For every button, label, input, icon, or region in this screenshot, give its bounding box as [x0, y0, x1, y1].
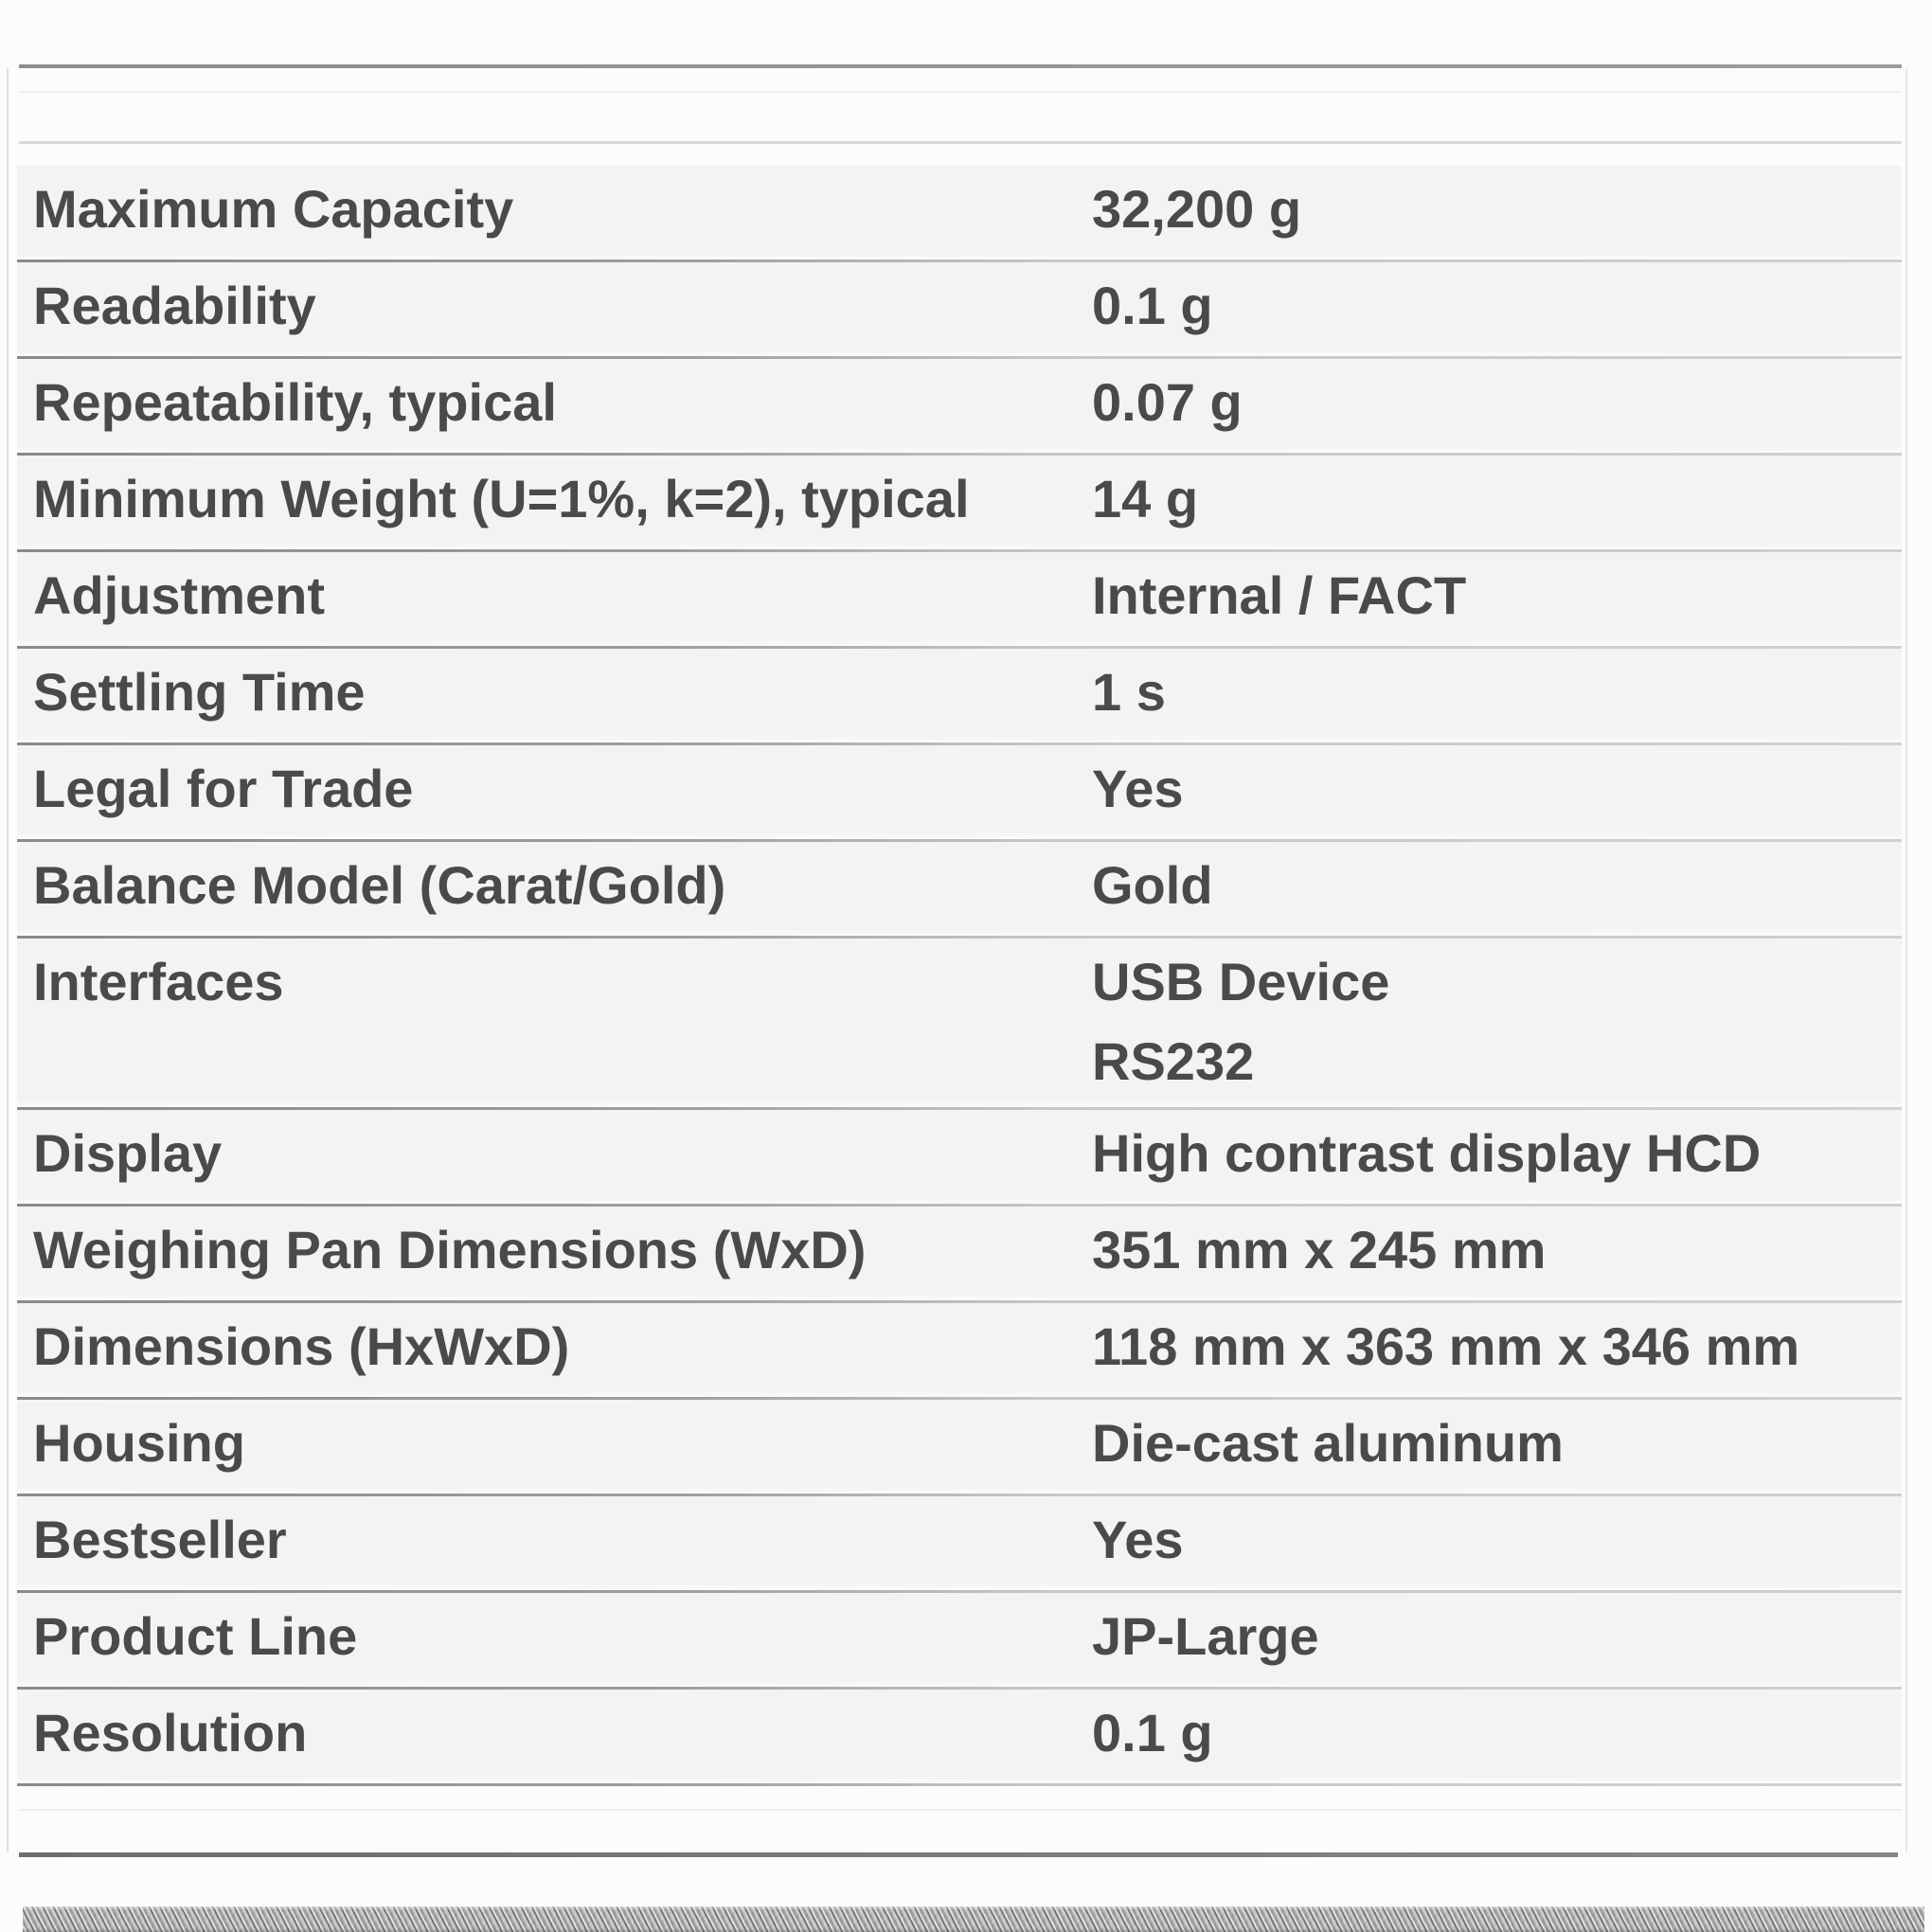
bottom-divider — [19, 1852, 1898, 1857]
spec-label: Balance Model (Carat/Gold) — [33, 855, 726, 915]
spec-row — [17, 842, 1902, 939]
spec-label: Interfaces — [33, 952, 284, 1011]
spec-value-line: Yes — [1092, 759, 1184, 818]
spec-value-line2: RS232 — [1092, 1031, 1255, 1091]
spec-value-line: 32,200 g — [1092, 179, 1302, 239]
spec-label: Maximum Capacity — [33, 179, 514, 239]
spec-row — [17, 1207, 1902, 1303]
spec-label: Settling Time — [33, 662, 366, 722]
spec-label: Minimum Weight (U=1%, k=2), typical — [33, 469, 970, 528]
spec-value — [1092, 374, 1902, 431]
spec-row — [17, 456, 1902, 552]
spec-value — [1092, 471, 1902, 528]
spec-value-line: 351 mm x 245 mm — [1092, 1220, 1547, 1279]
spec-row — [17, 745, 1902, 842]
spec-value — [1092, 1125, 1902, 1182]
spec-row — [17, 1593, 1902, 1690]
spec-row — [17, 166, 1902, 262]
spec-row — [17, 939, 1902, 1110]
spec-label: Product Line — [33, 1606, 358, 1666]
table-right-border — [1905, 68, 1907, 1852]
spec-value — [1092, 1222, 1902, 1279]
spec-value-line: 0.07 g — [1092, 372, 1243, 432]
top-faint-divider — [19, 91, 1902, 93]
spec-label: Weighing Pan Dimensions (WxD) — [33, 1220, 867, 1279]
spec-label: Repeatability, typical — [33, 372, 557, 432]
spec-value-line: 14 g — [1092, 469, 1199, 528]
spec-value-line: Gold — [1092, 855, 1213, 915]
spec-label: Dimensions (HxWxD) — [33, 1316, 570, 1376]
spec-value-line: High contrast display HCD — [1092, 1123, 1762, 1183]
spec-label: Resolution — [33, 1703, 308, 1762]
spec-value — [1092, 1415, 1902, 1472]
spec-value-line: 0.1 g — [1092, 276, 1213, 335]
spec-label: Bestseller — [33, 1510, 287, 1569]
spec-row — [17, 649, 1902, 745]
spec-value — [1092, 1608, 1902, 1665]
spec-value — [1092, 954, 1902, 1090]
spec-value — [1092, 277, 1902, 334]
spec-row — [17, 262, 1902, 359]
spec-label: Adjustment — [33, 565, 325, 625]
spec-value-line: 1 s — [1092, 662, 1166, 722]
spec-value-line: 118 mm x 363 mm x 346 mm — [1092, 1316, 1800, 1376]
top-divider — [19, 64, 1902, 68]
spec-value-line: Internal / FACT — [1092, 565, 1467, 625]
spec-row — [17, 1690, 1902, 1786]
spec-value-line: JP-Large — [1092, 1606, 1319, 1666]
spec-value-line: Yes — [1092, 1510, 1184, 1569]
spec-label: Legal for Trade — [33, 759, 414, 818]
header-divider — [19, 141, 1902, 144]
spec-row — [17, 552, 1902, 649]
spec-value — [1092, 857, 1902, 914]
spec-row — [17, 1303, 1902, 1400]
spec-value-line: USB Device — [1092, 952, 1390, 1011]
spec-label: Display — [33, 1123, 223, 1183]
spec-row — [17, 359, 1902, 456]
table-left-border — [7, 68, 9, 1852]
fabric-texture-band — [23, 1906, 1924, 1932]
spec-label: Housing — [33, 1413, 245, 1473]
table-bottom-faint-divider — [19, 1809, 1902, 1811]
spec-value — [1092, 181, 1902, 238]
spec-value — [1092, 1318, 1902, 1375]
spec-value-line: Die-cast aluminum — [1092, 1413, 1564, 1473]
spec-row — [17, 1110, 1902, 1207]
specification-table — [17, 166, 1902, 1786]
spec-label: Readability — [33, 276, 316, 335]
spec-value — [1092, 664, 1902, 721]
spec-value — [1092, 567, 1902, 624]
spec-value — [1092, 1705, 1902, 1762]
spec-value — [1092, 760, 1902, 817]
spec-row — [17, 1400, 1902, 1496]
spec-row — [17, 1496, 1902, 1593]
spec-value-line: 0.1 g — [1092, 1703, 1213, 1762]
spec-value — [1092, 1512, 1902, 1568]
